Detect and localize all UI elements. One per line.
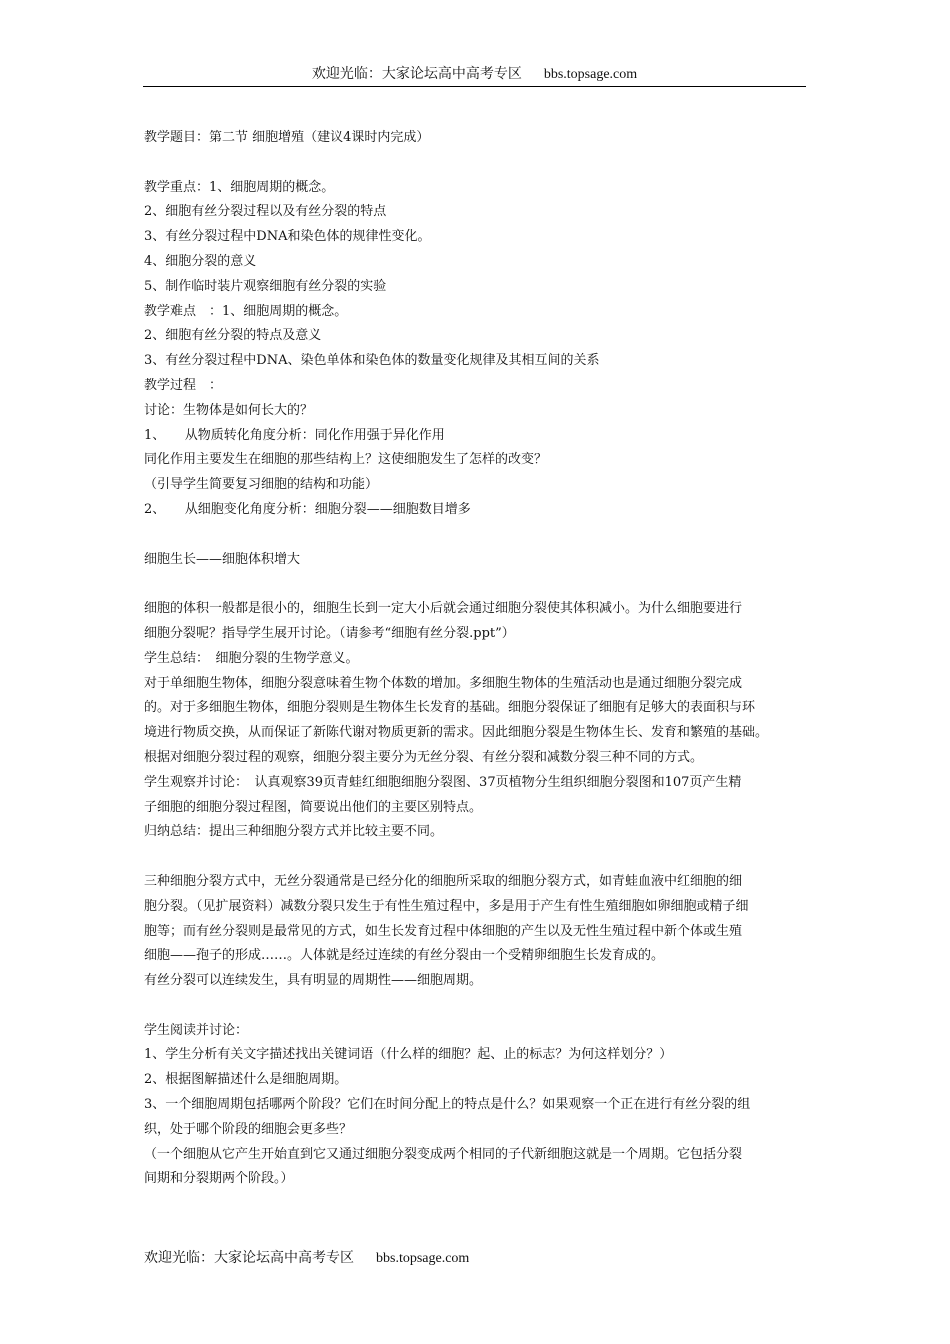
- text-line: 教学难点 ：1、细胞周期的概念。: [144, 303, 348, 319]
- text-line: 对于单细胞生物体，细胞分裂意味着生物个体数的增加。多细胞生物体的生殖活动也是通过细胞分裂完成: [144, 675, 743, 691]
- text-line: 教学过程 ：: [144, 377, 223, 393]
- blank-line: [144, 994, 820, 1019]
- text-line: 间期和分裂期两个阶段。）: [144, 1171, 294, 1187]
- page-header: [143, 64, 806, 87]
- text-line: （引导学生简要复习细胞的结构和功能）: [144, 477, 379, 493]
- text-line: 1、学生分析有关文字描述找出关键词语（什么样的细胞？起、止的标志？为何这样划分？）: [144, 1047, 673, 1063]
- blank-line: [144, 523, 820, 548]
- text-line: 学生总结： 细胞分裂的生物学意义。: [144, 650, 359, 666]
- header-text: 欢迎光临：大家论坛高中高考专区: [311, 66, 522, 82]
- text-line: 织，处于哪个阶段的细胞会更多些？: [144, 1121, 353, 1137]
- text-line: 3、一个细胞周期包括哪两个阶段？它们在时间分配上的特点是什么？如果观察一个正在进行有丝分裂的组: [144, 1097, 751, 1113]
- text-line: 境进行物质交换，从而保证了新陈代谢对物质更新的需求。因此细胞分裂是生物体生长、发育和繁殖的基础。: [144, 725, 769, 741]
- text-line: 的。对于多细胞生物体，细胞分裂则是生物体生长发育的基础。细胞分裂保证了细胞有足够大的表面积与环: [144, 700, 756, 716]
- text-line: 2、 从细胞变化角度分析：细胞分裂——细胞数目增多: [144, 501, 471, 517]
- text-line: 1、 从物质转化角度分析：同化作用强于异化作用: [144, 427, 445, 443]
- text-line: 讨论：生物体是如何长大的？: [144, 402, 314, 418]
- text-line: 细胞的体积一般都是很小的，细胞生长到一定大小后就会通过细胞分裂使其体积减小。为什么细胞要进行: [144, 601, 743, 617]
- document-body: [144, 126, 820, 1192]
- text-line: 3、有丝分裂过程中DNA、染色单体和染色体的数量变化规律及其相互间的关系: [144, 353, 600, 369]
- text-line: 胞等；而有丝分裂则是最常见的方式，如生长发育过程中体细胞的产生以及无性生殖过程中新个体或生殖: [144, 923, 743, 939]
- header-site-link[interactable]: bbs.topsage.com: [543, 67, 638, 82]
- text-line: 同化作用主要发生在细胞的那些结构上？这使细胞发生了怎样的改变？: [144, 452, 548, 468]
- text-line: 有丝分裂可以连续发生，具有明显的周期性——细胞周期。: [144, 973, 483, 989]
- text-line: 4、细胞分裂的意义: [144, 253, 257, 269]
- text-line: 细胞分裂呢？指导学生展开讨论。（请参考“细胞有丝分裂.ppt”）: [144, 625, 515, 641]
- text-line: 胞分裂。（见扩展资料）减数分裂只发生于有性生殖过程中，多是用于产生有性生殖细胞如卵细胞或精子细: [144, 898, 749, 914]
- text-line: 细胞生长——细胞体积增大: [144, 551, 301, 567]
- text-line: 学生观察并讨论： 认真观察39页青蛙红细胞细胞分裂图、37页植物分生组织细胞分裂图和107页产生精: [144, 774, 742, 790]
- text-line: 学生阅读并讨论：: [144, 1022, 249, 1038]
- text-line: 归纳总结：提出三种细胞分裂方式并比较主要不同。: [144, 824, 444, 840]
- text-line: 2、细胞有丝分裂过程以及有丝分裂的特点: [144, 204, 387, 220]
- text-line: 3、有丝分裂过程中DNA和染色体的规律性变化。: [144, 229, 431, 245]
- blank-line: [144, 572, 820, 597]
- footer-text: 欢迎光临：大家论坛高中高考专区: [144, 1250, 354, 1266]
- text-line: 2、根据图解描述什么是细胞周期。: [144, 1072, 348, 1088]
- text-line: 教学重点：1、细胞周期的概念。: [144, 179, 335, 195]
- page-footer: [144, 1248, 469, 1269]
- text-line: 5、制作临时装片观察细胞有丝分裂的实验: [144, 278, 387, 294]
- footer-site-link[interactable]: bbs.topsage.com: [376, 1251, 470, 1266]
- blank-line: [144, 845, 820, 870]
- text-line: 2、细胞有丝分裂的特点及意义: [144, 328, 322, 344]
- text-line: 教学题目：第二节 细胞增殖（建议4课时内完成）: [144, 130, 430, 145]
- text-line: 细胞——孢子的形成……。人体就是经过连续的有丝分裂由一个受精卵细胞生长发育成的。: [144, 948, 665, 964]
- text-line: 子细胞的细胞分裂过程图，简要说出他们的主要区别特点。: [144, 799, 483, 815]
- text-line: 三种细胞分裂方式中，无丝分裂通常是已经分化的细胞所采取的细胞分裂方式，如青蛙血液中红细胞的细: [144, 873, 743, 889]
- text-line: 根据对细胞分裂过程的观察，细胞分裂主要分为无丝分裂、有丝分裂和减数分裂三种不同的方式。: [144, 749, 704, 765]
- blank-line: [144, 151, 820, 176]
- text-line: （一个细胞从它产生开始直到它又通过细胞分裂变成两个相同的子代新细胞这就是一个周期。它包括分裂: [144, 1146, 743, 1162]
